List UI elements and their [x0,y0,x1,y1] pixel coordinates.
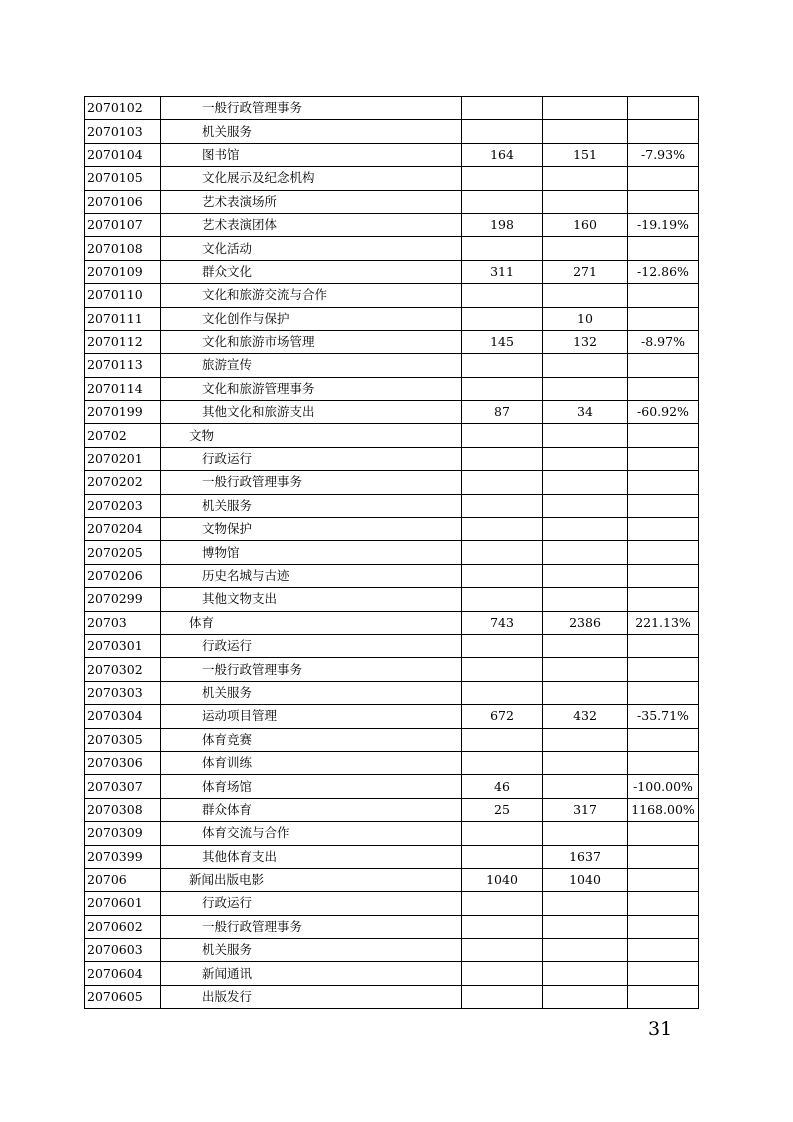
value-prev-cell [462,845,543,868]
subject-code-cell: 2070206 [85,564,161,587]
subject-name-cell: 一般行政管理事务 [161,97,462,120]
value-prev-cell [462,494,543,517]
value-prev-cell [462,447,543,470]
subject-code-cell: 2070309 [85,822,161,845]
value-prev-cell [462,564,543,587]
table-body [85,97,699,1009]
value-curr-cell [543,541,628,564]
subject-name-cell: 博物馆 [161,541,462,564]
subject-code-cell: 2070302 [85,658,161,681]
value-prev-cell: 164 [462,143,543,166]
subject-code-cell: 2070305 [85,728,161,751]
change-pct-cell [628,354,699,377]
value-prev-cell [462,939,543,962]
value-curr-cell: 271 [543,260,628,283]
table-row [85,167,699,190]
value-curr-cell [543,962,628,985]
subject-name-cell: 其他文物支出 [161,588,462,611]
subject-code-cell: 2070104 [85,143,161,166]
value-curr-cell [543,915,628,938]
page-number: 31 [648,1018,673,1040]
subject-code-cell: 2070201 [85,447,161,470]
value-prev-cell [462,167,543,190]
subject-code-cell: 2070202 [85,471,161,494]
subject-code-cell: 2070204 [85,518,161,541]
value-curr-cell: 432 [543,705,628,728]
value-prev-cell [462,354,543,377]
subject-name-cell: 体育训练 [161,751,462,774]
value-curr-cell [543,658,628,681]
subject-code-cell: 2070303 [85,681,161,704]
value-curr-cell [543,494,628,517]
table-row [85,728,699,751]
subject-name-cell: 图书馆 [161,143,462,166]
value-curr-cell: 10 [543,307,628,330]
subject-code-cell: 2070205 [85,541,161,564]
table-row [85,143,699,166]
value-curr-cell: 132 [543,330,628,353]
change-pct-cell [628,541,699,564]
value-prev-cell [462,658,543,681]
subject-code-cell: 2070111 [85,307,161,330]
subject-name-cell: 新闻通讯 [161,962,462,985]
value-curr-cell [543,518,628,541]
value-curr-cell [543,120,628,143]
change-pct-cell [628,424,699,447]
value-prev-cell [462,190,543,213]
subject-code-cell: 2070399 [85,845,161,868]
subject-name-cell: 文化展示及纪念机构 [161,167,462,190]
subject-name-cell: 行政运行 [161,634,462,657]
subject-code-cell: 20706 [85,868,161,891]
value-prev-cell [462,822,543,845]
value-prev-cell [462,751,543,774]
value-prev-cell: 311 [462,260,543,283]
value-prev-cell [462,588,543,611]
value-prev-cell [462,681,543,704]
change-pct-cell: -19.19% [628,213,699,236]
subject-name-cell: 艺术表演场所 [161,190,462,213]
subject-code-cell: 2070108 [85,237,161,260]
value-curr-cell [543,471,628,494]
change-pct-cell: -12.86% [628,260,699,283]
value-curr-cell [543,985,628,1008]
value-curr-cell [543,634,628,657]
subject-name-cell: 文化和旅游市场管理 [161,330,462,353]
value-prev-cell [462,97,543,120]
subject-code-cell: 2070304 [85,705,161,728]
subject-code-cell: 2070604 [85,962,161,985]
value-prev-cell: 743 [462,611,543,634]
value-prev-cell [462,377,543,400]
value-prev-cell: 46 [462,775,543,798]
subject-name-cell: 行政运行 [161,892,462,915]
subject-code-cell: 2070199 [85,401,161,424]
value-curr-cell [543,377,628,400]
table-row [85,354,699,377]
subject-name-cell: 体育交流与合作 [161,822,462,845]
value-curr-cell: 151 [543,143,628,166]
change-pct-cell [628,518,699,541]
change-pct-cell [628,845,699,868]
value-curr-cell [543,97,628,120]
value-curr-cell [543,892,628,915]
change-pct-cell [628,681,699,704]
change-pct-cell [628,377,699,400]
subject-name-cell: 体育竞赛 [161,728,462,751]
table-row [85,330,699,353]
value-prev-cell: 87 [462,401,543,424]
table-row [85,588,699,611]
subject-name-cell: 机关服务 [161,681,462,704]
change-pct-cell: -60.92% [628,401,699,424]
change-pct-cell [628,634,699,657]
value-prev-cell [462,985,543,1008]
value-prev-cell [462,634,543,657]
change-pct-cell [628,939,699,962]
change-pct-cell [628,237,699,260]
change-pct-cell [628,307,699,330]
value-curr-cell [543,588,628,611]
subject-code-cell: 2070203 [85,494,161,517]
value-prev-cell [462,915,543,938]
subject-name-cell: 机关服务 [161,120,462,143]
table-row [85,845,699,868]
value-curr-cell [543,939,628,962]
subject-name-cell: 旅游宣传 [161,354,462,377]
subject-code-cell: 2070112 [85,330,161,353]
change-pct-cell: -8.97% [628,330,699,353]
table-row [85,751,699,774]
table-row [85,401,699,424]
subject-name-cell: 文化和旅游交流与合作 [161,284,462,307]
subject-code-cell: 2070307 [85,775,161,798]
value-prev-cell: 1040 [462,868,543,891]
change-pct-cell: -7.93% [628,143,699,166]
value-curr-cell [543,728,628,751]
subject-name-cell: 机关服务 [161,939,462,962]
subject-name-cell: 文化活动 [161,237,462,260]
change-pct-cell [628,190,699,213]
subject-code-cell: 2070106 [85,190,161,213]
value-prev-cell [462,728,543,751]
subject-name-cell: 新闻出版电影 [161,868,462,891]
table-row [85,447,699,470]
change-pct-cell [628,167,699,190]
value-curr-cell [543,681,628,704]
subject-code-cell: 2070306 [85,751,161,774]
subject-code-cell: 2070113 [85,354,161,377]
table-row [85,798,699,821]
value-curr-cell [543,775,628,798]
table-row [85,564,699,587]
table-row [85,120,699,143]
subject-name-cell: 艺术表演团体 [161,213,462,236]
change-pct-cell: 1168.00% [628,798,699,821]
change-pct-cell [628,658,699,681]
change-pct-cell [628,822,699,845]
value-curr-cell: 1637 [543,845,628,868]
change-pct-cell [628,564,699,587]
subject-name-cell: 运动项目管理 [161,705,462,728]
change-pct-cell [628,284,699,307]
change-pct-cell [628,97,699,120]
subject-name-cell: 文化和旅游管理事务 [161,377,462,400]
value-curr-cell [543,190,628,213]
table-row [85,307,699,330]
value-prev-cell [462,471,543,494]
value-curr-cell [543,354,628,377]
value-prev-cell [462,962,543,985]
table-row [85,541,699,564]
table-row [85,424,699,447]
subject-code-cell: 2070301 [85,634,161,657]
change-pct-cell: -100.00% [628,775,699,798]
subject-code-cell: 2070109 [85,260,161,283]
subject-code-cell: 20702 [85,424,161,447]
table-row [85,939,699,962]
subject-name-cell: 文物 [161,424,462,447]
change-pct-cell [628,728,699,751]
value-curr-cell [543,564,628,587]
table-row [85,658,699,681]
change-pct-cell [628,471,699,494]
budget-table [84,96,699,1009]
subject-name-cell: 文物保护 [161,518,462,541]
subject-code-cell: 2070602 [85,915,161,938]
change-pct-cell [628,588,699,611]
subject-code-cell: 2070102 [85,97,161,120]
subject-name-cell: 机关服务 [161,494,462,517]
value-prev-cell [462,120,543,143]
table-row [85,611,699,634]
value-curr-cell [543,167,628,190]
subject-code-cell: 2070605 [85,985,161,1008]
change-pct-cell: -35.71% [628,705,699,728]
value-prev-cell [462,892,543,915]
value-prev-cell [462,307,543,330]
subject-code-cell: 2070299 [85,588,161,611]
subject-name-cell: 文化创作与保护 [161,307,462,330]
table-row [85,213,699,236]
table-row [85,97,699,120]
subject-name-cell: 一般行政管理事务 [161,471,462,494]
change-pct-cell [628,892,699,915]
value-curr-cell: 34 [543,401,628,424]
change-pct-cell [628,962,699,985]
subject-name-cell: 出版发行 [161,985,462,1008]
value-curr-cell: 2386 [543,611,628,634]
value-curr-cell: 1040 [543,868,628,891]
table-row [85,868,699,891]
value-curr-cell [543,237,628,260]
value-curr-cell: 160 [543,213,628,236]
subject-name-cell: 一般行政管理事务 [161,915,462,938]
table-row [85,284,699,307]
subject-name-cell: 其他文化和旅游支出 [161,401,462,424]
change-pct-cell [628,915,699,938]
change-pct-cell [628,494,699,517]
value-curr-cell: 317 [543,798,628,821]
subject-name-cell: 历史名城与古迹 [161,564,462,587]
value-prev-cell: 25 [462,798,543,821]
value-curr-cell [543,751,628,774]
subject-name-cell: 其他体育支出 [161,845,462,868]
change-pct-cell [628,985,699,1008]
table-row [85,260,699,283]
subject-code-cell: 2070105 [85,167,161,190]
table-row [85,494,699,517]
subject-name-cell: 体育 [161,611,462,634]
subject-code-cell: 2070601 [85,892,161,915]
table-row [85,518,699,541]
table-row [85,915,699,938]
value-curr-cell [543,447,628,470]
value-prev-cell: 672 [462,705,543,728]
change-pct-cell [628,751,699,774]
value-prev-cell [462,237,543,260]
subject-name-cell: 体育场馆 [161,775,462,798]
value-curr-cell [543,822,628,845]
subject-code-cell: 2070603 [85,939,161,962]
table-row [85,775,699,798]
change-pct-cell [628,868,699,891]
subject-name-cell: 一般行政管理事务 [161,658,462,681]
subject-name-cell: 行政运行 [161,447,462,470]
table-row [85,962,699,985]
table-row [85,190,699,213]
subject-code-cell: 2070103 [85,120,161,143]
table-row [85,634,699,657]
value-prev-cell [462,284,543,307]
table-row [85,681,699,704]
value-curr-cell [543,284,628,307]
subject-code-cell: 2070114 [85,377,161,400]
value-prev-cell [462,541,543,564]
table-row [85,377,699,400]
subject-name-cell: 群众文化 [161,260,462,283]
value-prev-cell: 198 [462,213,543,236]
table-row [85,237,699,260]
subject-name-cell: 群众体育 [161,798,462,821]
change-pct-cell [628,447,699,470]
table-row [85,892,699,915]
value-prev-cell [462,518,543,541]
change-pct-cell [628,120,699,143]
change-pct-cell: 221.13% [628,611,699,634]
table-row [85,471,699,494]
subject-code-cell: 2070308 [85,798,161,821]
table-row [85,985,699,1008]
value-prev-cell [462,424,543,447]
value-prev-cell: 145 [462,330,543,353]
value-curr-cell [543,424,628,447]
subject-code-cell: 2070107 [85,213,161,236]
table-row [85,822,699,845]
table-row [85,705,699,728]
subject-code-cell: 2070110 [85,284,161,307]
subject-code-cell: 20703 [85,611,161,634]
